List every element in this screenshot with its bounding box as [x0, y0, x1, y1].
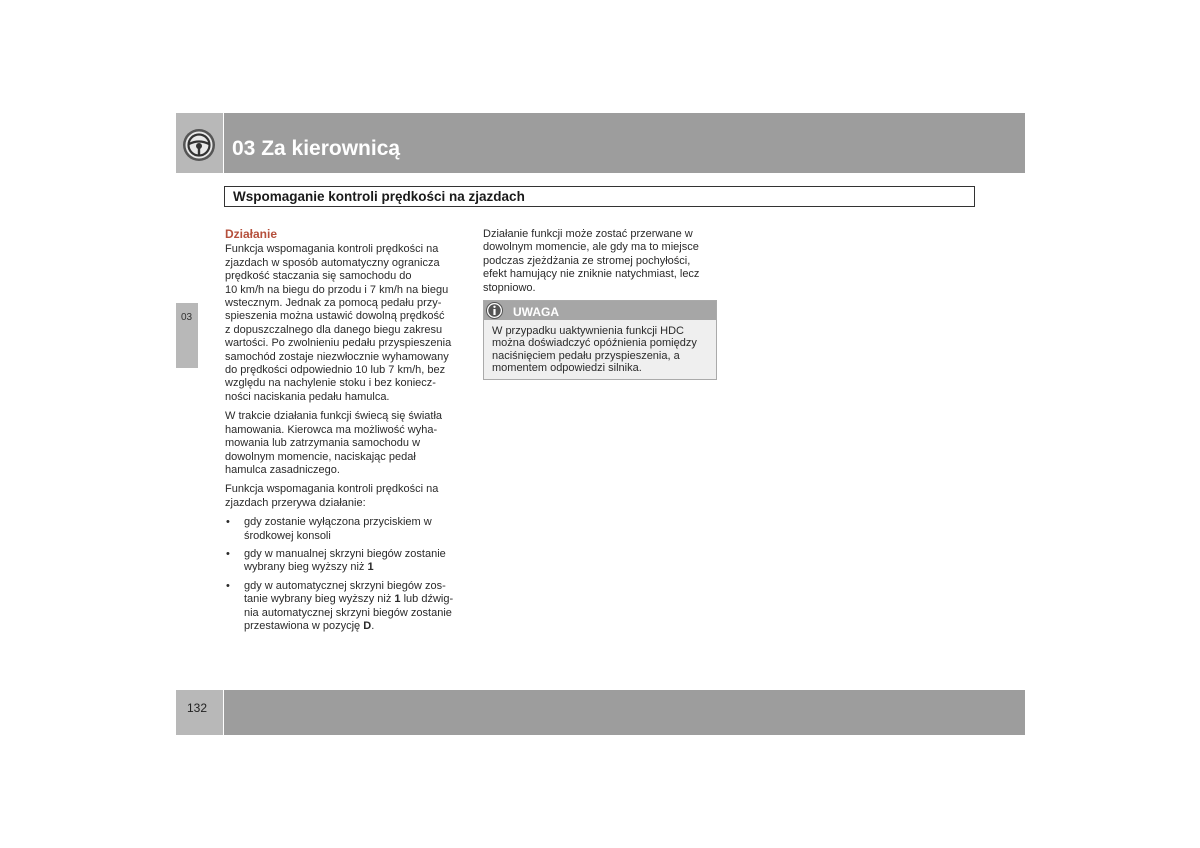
text-line: z dopuszczalnego dla danego biegu zakresu: [225, 323, 443, 336]
text-line: do prędkości odpowiednio 10 lub 7 km/h, bez: [225, 364, 446, 377]
steering-wheel-icon: [181, 127, 217, 163]
text-line: mowania lub zatrzymania samochodu w: [225, 437, 421, 450]
text-line: gdy zostanie wyłączona przyciskiem w: [244, 516, 432, 529]
footer-band: [224, 690, 1025, 735]
page-number: 132: [187, 701, 208, 715]
paragraph-right: [483, 228, 723, 295]
text-line: nia automatycznej skrzyni biegów zostanie: [244, 606, 452, 619]
text-line: gdy w manualnej skrzyni biegów zostanie: [244, 547, 446, 560]
note-text: [492, 325, 697, 375]
text-line: stopniowo.: [483, 281, 536, 294]
note-header: [484, 301, 716, 320]
text-line: dowolnym momencie, ale gdy ma to miejsce: [483, 241, 699, 254]
text-line: W przypadku uaktywnienia funkcji HDC: [492, 325, 684, 337]
text-line: Funkcja wspomagania kontroli prędkości na: [225, 483, 439, 496]
chapter-side-tab: [176, 303, 198, 368]
paragraph-2: [225, 410, 465, 477]
gear-number: 1: [394, 593, 401, 606]
section-title-box: [224, 186, 975, 207]
text-line: ności naciskania pedału hamulca.: [225, 390, 390, 403]
text-line: Działanie funkcji może zostać przerwane w: [483, 228, 693, 240]
text-run: przestawiona w pozycję: [244, 619, 364, 632]
side-tab-label: 03: [181, 312, 193, 323]
text-line: [244, 561, 465, 574]
bullet-item: [225, 548, 465, 575]
info-icon: [486, 302, 503, 319]
bullet-item: [225, 580, 465, 634]
text-line: hamulca zasadniczego.: [225, 463, 340, 476]
note-box: [483, 300, 717, 380]
left-column: [225, 228, 465, 638]
bullet-dot: •: [226, 516, 230, 529]
bullet-item: [225, 516, 465, 543]
text-run: wybrany bieg wyższy niż: [244, 561, 368, 574]
text-line: hamowania. Kierowca ma możliwość wyha-: [225, 423, 438, 436]
text-line: momentem odpowiedzi silnika.: [492, 362, 642, 375]
header-band: [224, 113, 1025, 173]
text-line: wartości. Po zwolnieniu pedału przyspieszenia: [225, 337, 452, 350]
subheading: Działanie: [225, 227, 278, 241]
page-number-box: [176, 690, 223, 735]
chapter-title: 03 Za kierownicą: [232, 137, 401, 160]
text-line: środkowej konsoli: [244, 529, 331, 542]
text-line: prędkość staczania się samochodu do: [225, 270, 412, 283]
paragraph-1: [225, 243, 465, 404]
text-line: wstecznym. Jednak za pomocą pedału przy-: [225, 297, 442, 310]
text-line: [244, 620, 465, 633]
paragraph-3: [225, 483, 465, 510]
text-line: zjazdach w sposób automatyczny ogranicza: [225, 256, 440, 269]
text-line: efekt hamujący nie zniknie natychmiast, lecz: [483, 268, 700, 281]
text-line: spieszenia można ustawić dowolną prędkość: [225, 310, 445, 323]
bullet-dot: •: [226, 547, 230, 560]
text-line: dowolnym momencie, naciskając pedał: [225, 450, 416, 463]
gear-number: 1: [367, 561, 374, 574]
text-run: lub dźwig-: [400, 593, 454, 606]
right-column: [483, 228, 723, 301]
text-run: .: [371, 619, 375, 632]
text-line: zjazdach przerywa działanie:: [225, 496, 366, 509]
chapter-icon-box: [176, 113, 223, 173]
gear-position: D: [363, 619, 372, 632]
text-line: 10 km/h na biegu do przodu i 7 km/h na biegu: [225, 283, 449, 296]
text-line: samochód zostaje niezwłocznie wyhamowany: [225, 350, 449, 363]
text-line: naciśnięciem pedału przyspieszenia, a: [492, 349, 680, 362]
text-line: Funkcja wspomagania kontroli prędkości na: [225, 243, 439, 256]
text-line: względu na nachylenie stoku i bez koniecz-: [225, 377, 436, 390]
text-line: podczas zjeżdżania ze stromej pochyłości,: [483, 254, 691, 267]
text-line: można doświadczyć opóźnienia pomiędzy: [492, 337, 697, 350]
note-title: UWAGA: [513, 305, 559, 319]
text-line: W trakcie działania funkcji świecą się światła: [225, 410, 443, 423]
text-run: tanie wybrany bieg wyższy niż: [244, 593, 395, 606]
text-line: [244, 593, 465, 606]
text-line: gdy w automatycznej skrzyni biegów zos-: [244, 579, 446, 592]
section-title: Wspomaganie kontroli prędkości na zjazdach: [233, 189, 525, 204]
bullet-dot: •: [226, 579, 230, 592]
